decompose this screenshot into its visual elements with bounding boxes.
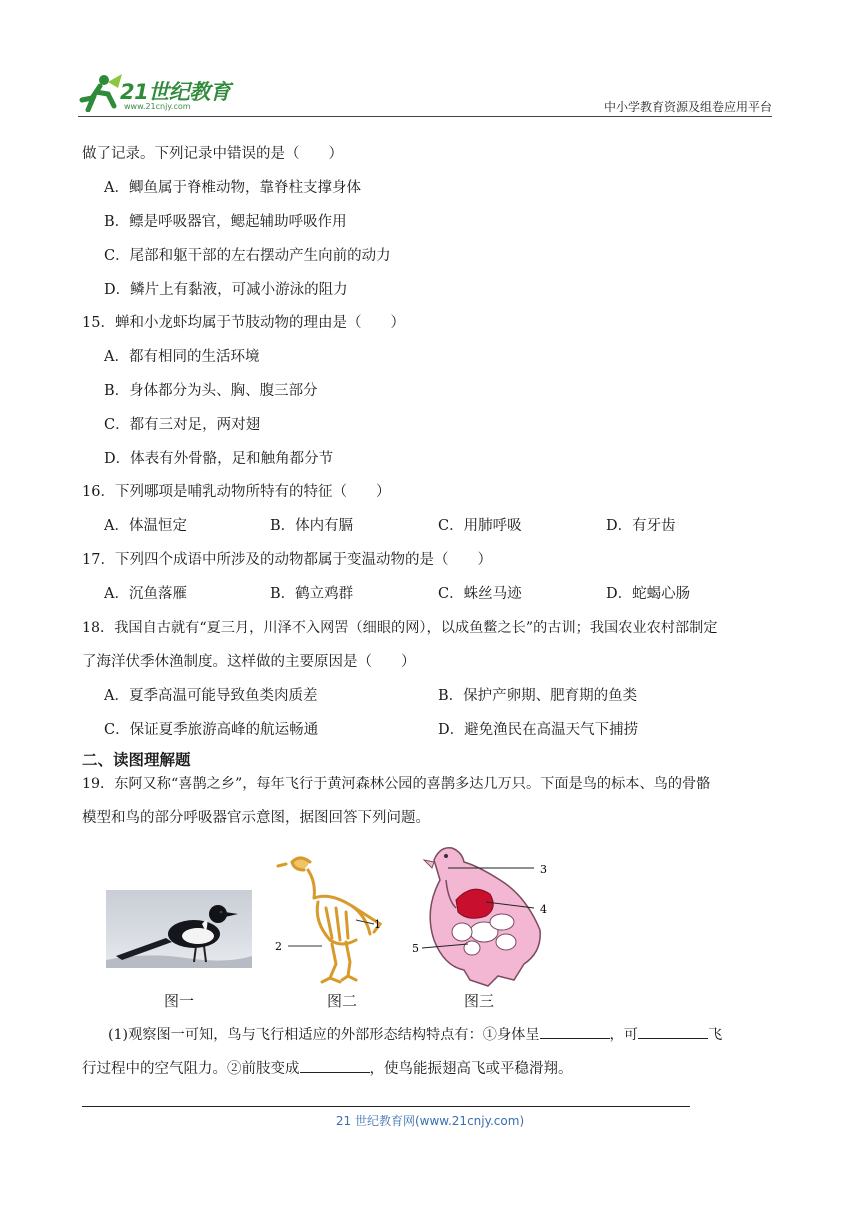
q17-stem: 17．下列四个成语中所涉及的动物都属于变温动物的是（ ）	[82, 552, 492, 568]
q17-option-b: B．鹤立鸡群	[270, 586, 354, 602]
logo-url: www.21cnjy.com	[124, 102, 191, 111]
platform-name: 中小学教育资源及组卷应用平台	[603, 100, 772, 114]
q19-sub1-text-3: 飞	[707, 1027, 723, 1043]
q16-stem: 16．下列哪项是哺乳动物所特有的特征（ ）	[82, 484, 391, 500]
fig3-label-5: 5	[412, 942, 419, 955]
q19-sub1-text-5: ，使鸟能振翅高飞或平稳滑翔。	[369, 1061, 573, 1077]
q19-stem-line2: 模型和鸟的部分呼吸器官示意图，据图回答下列问题。	[82, 810, 430, 826]
site-logo	[78, 70, 258, 118]
q18-option-a: A．夏季高温可能导致鱼类肉质差	[104, 688, 318, 704]
q17-option-a: A．沉鱼落雁	[104, 586, 187, 602]
q14-option-b: B．鳔是呼吸器官，鳃起辅助呼吸作用	[104, 214, 347, 230]
q15-option-d: D．体表有外骨骼，足和触角都分节	[104, 451, 334, 467]
q18-stem-line2: 了海洋伏季休渔制度。这样做的主要原因是（ ）	[82, 654, 416, 670]
fig3-label-3: 3	[540, 863, 547, 876]
q16-option-c: C．用肺呼吸	[438, 518, 522, 534]
q17-option-d: D．蛇蝎心肠	[606, 586, 691, 602]
footer-text[interactable]: 21 世纪教育网(www.21cnjy.com)	[335, 1114, 525, 1128]
fig2-label-2: 2	[275, 940, 282, 953]
q18-option-b: B．保护产卵期、肥育期的鱼类	[438, 688, 638, 704]
section-title: 二、读图理解题	[82, 751, 191, 769]
fig2-label-1: 1	[374, 918, 381, 931]
q19-sub1-line1	[108, 1024, 722, 1045]
q16-option-a: A．体温恒定	[104, 518, 187, 534]
q19-sub1-line2	[82, 1058, 573, 1079]
q18-option-d: D．避免渔民在高温天气下捕捞	[438, 722, 639, 738]
figure-3-caption: 图三	[464, 992, 495, 1010]
q17-option-c: C．蛛丝马迹	[438, 586, 522, 602]
running-man-icon	[78, 72, 124, 112]
q19-stem-line1: 19．东阿又称“喜鹊之乡”，每年飞行于黄河森林公园的喜鹊多达几万只。下面是鸟的标本、鸟的骨骼	[82, 776, 711, 792]
q16-option-d: D．有牙齿	[606, 518, 676, 534]
q18-stem-line1: 18．我国自古就有“夏三月，川泽不入网罟（细眼的网），以成鱼鳖之长”的古训；我国农业农村部制定	[82, 620, 718, 636]
q19-sub1-text-2: ，可	[609, 1027, 638, 1043]
logo-text: 21世纪教育	[120, 80, 231, 104]
answer-blank-1[interactable]	[540, 1024, 610, 1039]
figure-1-caption: 图一	[164, 992, 195, 1010]
answer-blank-3[interactable]	[300, 1058, 370, 1073]
figure-1-magpie-photo	[106, 890, 252, 968]
q15-option-a: A．都有相同的生活环境	[104, 349, 260, 365]
q14-stem: 做了记录。下列记录中错误的是（ ）	[82, 146, 343, 162]
footer-divider	[82, 1106, 690, 1107]
q15-stem: 15．蝉和小龙虾均属于节肢动物的理由是（ ）	[82, 315, 405, 331]
q15-option-c: C．都有三对足，两对翅	[104, 417, 261, 433]
page-header	[78, 70, 772, 118]
fig3-label-4: 4	[540, 903, 547, 916]
q19-sub1-text-1: (1)观察图一可知，鸟与飞行相适应的外部形态结构特点有：①身体呈	[108, 1027, 540, 1043]
q15-option-b: B．身体都分为头、胸、腹三部分	[104, 383, 318, 399]
q14-option-a: A．鲫鱼属于脊椎动物，靠脊柱支撑身体	[104, 180, 361, 196]
q19-sub1-text-4: 行过程中的空气阻力。②前肢变成	[82, 1061, 300, 1077]
q14-option-d: D．鳞片上有黏液，可减小游泳的阻力	[104, 282, 348, 298]
figure-2-caption: 图二	[327, 992, 358, 1010]
figure-3-bird-respiratory-diagram	[406, 840, 556, 990]
q16-option-b: B．体内有膈	[270, 518, 354, 534]
figure-2-bird-skeleton	[270, 852, 394, 990]
q18-option-c: C．保证夏季旅游高峰的航运畅通	[104, 722, 319, 738]
answer-blank-2[interactable]	[638, 1024, 708, 1039]
header-divider	[78, 116, 772, 117]
q14-option-c: C．尾部和躯干部的左右摆动产生向前的动力	[104, 248, 391, 264]
